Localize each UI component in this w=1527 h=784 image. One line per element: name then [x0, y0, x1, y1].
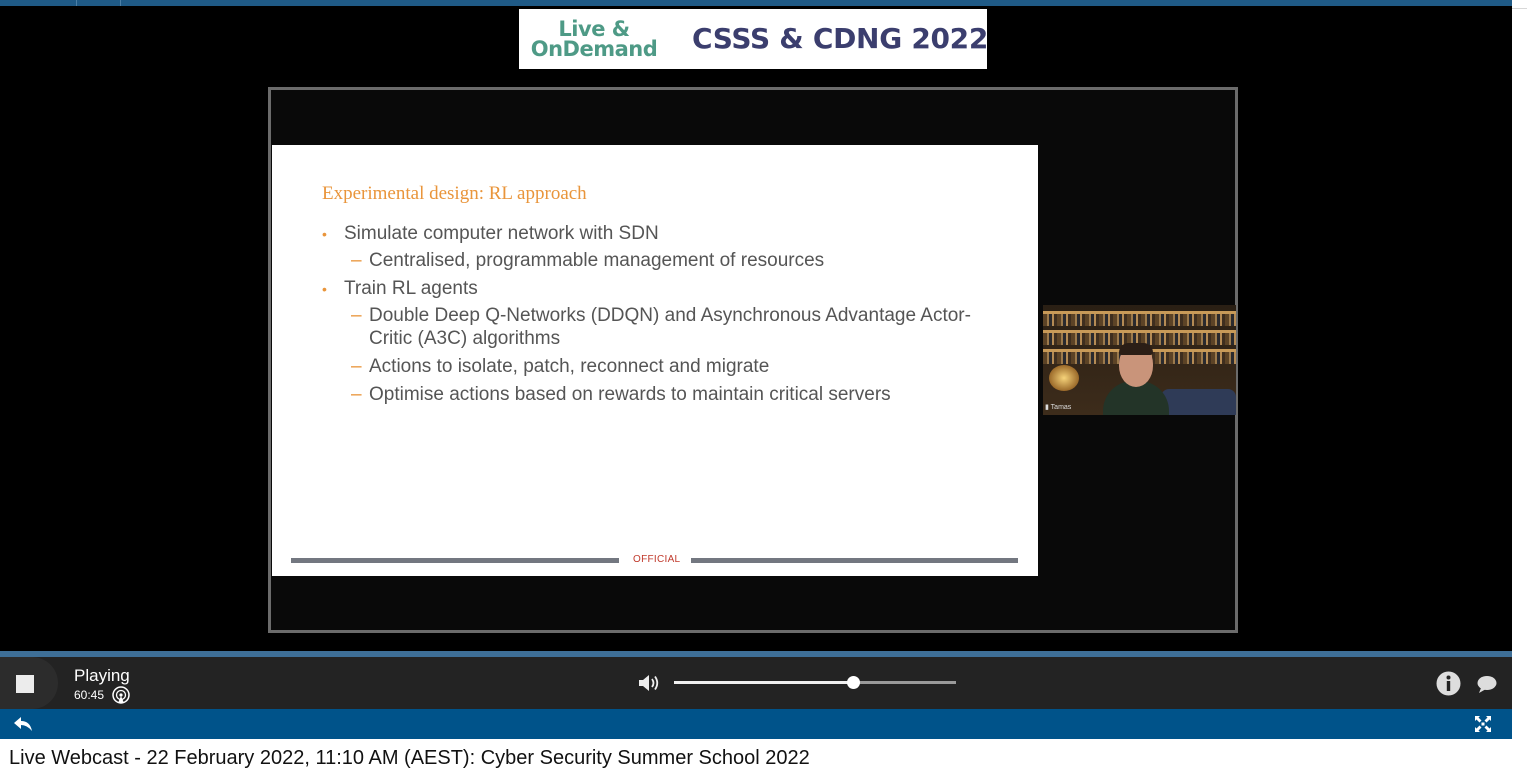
- slide-classification-label: OFFICIAL: [633, 554, 681, 565]
- bullet-dot: •: [322, 281, 327, 297]
- slide-footer-line: [291, 558, 619, 563]
- logo-line-1: Live &: [558, 17, 630, 41]
- video-player-area[interactable]: [268, 87, 1238, 633]
- banner-title: CSSS & CDNG 2022: [692, 22, 989, 55]
- logo-line-2: OnDemand: [530, 37, 658, 61]
- page-right-margin: [1512, 0, 1527, 784]
- webcast-title: Live Webcast - 22 February 2022, 11:10 AM (AEST): Cyber Security Summer School 2022: [9, 747, 810, 769]
- bullet-item: Simulate computer network with SDN: [344, 223, 659, 244]
- slide-footer-line: [691, 558, 1018, 563]
- divider: [1512, 8, 1527, 9]
- stop-button[interactable]: [0, 657, 58, 709]
- volume-slider[interactable]: [674, 681, 956, 684]
- player-controls: [0, 657, 1512, 709]
- brand-logo: [524, 19, 664, 59]
- stop-icon: [16, 675, 34, 693]
- bullet-dot: •: [322, 226, 327, 242]
- volume-icon[interactable]: [637, 672, 663, 694]
- chat-icon[interactable]: [1476, 674, 1498, 694]
- slide-title: Experimental design: RL approach: [322, 183, 587, 204]
- player-footer-bar: [0, 709, 1512, 739]
- bookshelf: [1043, 314, 1236, 326]
- sub-bullet-item: Centralised, programmable management of resources: [369, 250, 825, 271]
- elapsed-time: 60:45: [74, 688, 105, 702]
- fullscreen-icon[interactable]: [1474, 715, 1492, 733]
- volume-level: [674, 681, 853, 684]
- presenter-name-tag: ▮ Tamas: [1045, 404, 1072, 411]
- presenter-hair: [1119, 343, 1153, 355]
- bullet-dash: –: [351, 250, 362, 271]
- sub-bullet-item: Optimise actions based on rewards to maintain critical servers: [369, 384, 891, 405]
- video-stage: [0, 6, 1512, 651]
- presenter-name: Tamas: [1050, 404, 1072, 411]
- playback-status: Playing: [74, 666, 130, 685]
- bullet-item: Train RL agents: [344, 278, 478, 299]
- sub-bullet-item: Double Deep Q-Networks (DDQN) and Asynchronous Advantage Actor-Critic (A3C) algorithms: [369, 305, 971, 349]
- volume-slider-handle[interactable]: [847, 676, 860, 689]
- presenter-webcam: [1043, 305, 1236, 415]
- bullet-dash: –: [351, 384, 362, 405]
- back-arrow-icon[interactable]: [12, 715, 34, 733]
- broadcast-icon: [112, 686, 130, 704]
- presentation-slide: [272, 145, 1038, 576]
- sofa: [1161, 389, 1236, 415]
- lamp: [1049, 365, 1079, 391]
- bullet-dash: –: [351, 356, 362, 377]
- info-icon[interactable]: [1436, 671, 1461, 696]
- sub-bullet-item: Actions to isolate, patch, reconnect and migrate: [369, 356, 770, 377]
- bullet-dash: –: [351, 305, 362, 326]
- event-banner: [519, 9, 987, 69]
